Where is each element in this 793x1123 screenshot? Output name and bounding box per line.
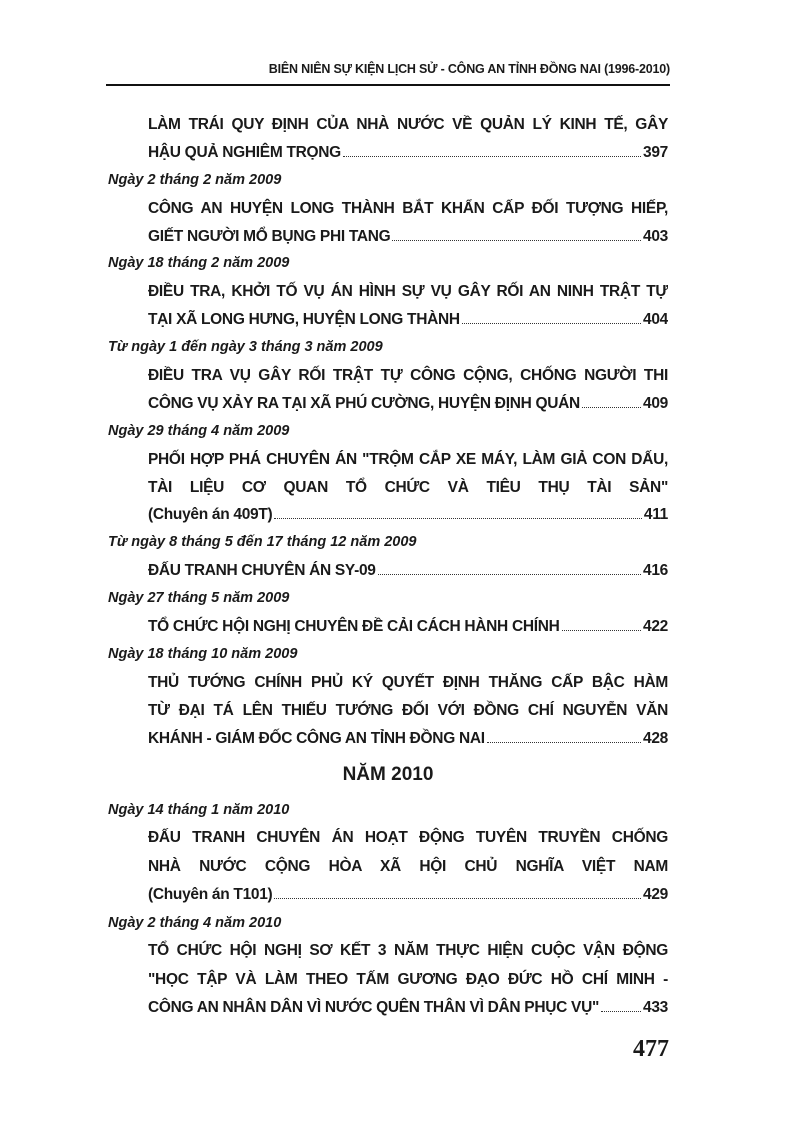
entry-title-text: (Chuyên án T101): [148, 885, 273, 903]
entry-date: Ngày 18 tháng 10 năm 2009: [108, 645, 298, 662]
entry-title-text: CÔNG AN NHÂN DÂN VÌ NƯỚC QUÊN THÂN VÌ DÂN PHỤC VỤ": [148, 999, 600, 1017]
entry-title-line: [108, 278, 668, 306]
leader-dots: [378, 573, 641, 575]
entry-title-line: [108, 937, 668, 965]
entry-date: Từ ngày 8 tháng 5 đến 17 tháng 12 năm 2009: [108, 534, 417, 551]
entry-title-text: GIẾT NGƯỜI MỔ BỤNG PHI TANG: [148, 227, 391, 245]
entry-title-line: [108, 474, 668, 502]
leader-dots: [601, 1010, 641, 1012]
entry-page-number: 416: [643, 562, 668, 580]
entry-title-line: [108, 669, 668, 697]
year-heading: NĂM 2010: [342, 764, 434, 785]
leader-dots: [462, 322, 641, 324]
entry-title-text: CÔNG AN HUYỆN LONG THÀNH BẮT KHẨN CẤP ĐỐI TƯỢNG HIẾP,: [148, 199, 668, 217]
entry-date: Ngày 29 tháng 4 năm 2009: [108, 422, 290, 439]
entry-date: Từ ngày 1 đến ngày 3 tháng 3 năm 2009: [108, 339, 383, 356]
entry-title-line: [108, 966, 668, 994]
entry-date: Ngày 14 tháng 1 năm 2010: [108, 802, 290, 818]
entry-title-line: [108, 195, 668, 223]
toc-entry-link[interactable]: [108, 725, 668, 753]
leader-dots: [274, 897, 641, 899]
header-rule: [106, 84, 670, 86]
entry-title-text: ĐIỀU TRA, KHỞI TỐ VỤ ÁN HÌNH SỰ VỤ GÂY RỐI AN NINH TRẬT TỰ: [148, 283, 668, 301]
entry-page-number: 433: [643, 999, 668, 1017]
entry-title-text: "HỌC TẬP VÀ LÀM THEO TẤM GƯƠNG ĐẠO ĐỨC HỒ CHÍ MINH -: [148, 970, 668, 988]
entry-page-number: 404: [643, 311, 668, 329]
toc-entry-link[interactable]: [108, 881, 668, 909]
entry-title-text: HẬU QUẢ NGHIÊM TRỌNG: [148, 143, 341, 161]
entry-title-line: [108, 853, 668, 881]
toc-entry-link[interactable]: [108, 501, 668, 529]
entry-title-text: ĐẤU TRANH CHUYÊN ÁN SY-09: [148, 562, 376, 580]
leader-dots: [343, 155, 641, 157]
toc-entry-link[interactable]: [108, 994, 668, 1022]
entry-page-number: 411: [643, 506, 668, 524]
entry-page-number: 397: [643, 143, 668, 161]
entry-title-text: ĐIỀU TRA VỤ GÂY RỐI TRẬT TỰ CÔNG CỘNG, CHỐNG NGƯỜI THI: [148, 367, 668, 385]
toc-entry-link[interactable]: [108, 223, 668, 251]
leader-dots: [487, 741, 641, 743]
entry-title-line: [108, 446, 668, 474]
leader-dots: [274, 517, 641, 519]
entry-page-number: 409: [643, 394, 668, 412]
leader-dots: [582, 406, 641, 408]
leader-dots: [392, 239, 641, 241]
entry-date: Ngày 2 tháng 2 năm 2009: [108, 171, 282, 188]
entry-page-number: 422: [643, 618, 668, 636]
toc-entry-link[interactable]: [108, 613, 668, 641]
entry-title-line: [108, 362, 668, 390]
entry-title-line: [108, 111, 668, 139]
toc-entry-link[interactable]: [108, 390, 668, 418]
entry-title-text: (Chuyên án 409T): [148, 506, 273, 524]
entry-title-text: THỦ TƯỚNG CHÍNH PHỦ KÝ QUYẾT ĐỊNH THĂNG CẤP BẬC HÀM: [148, 673, 668, 691]
entry-title-text: TỔ CHỨC HỘI NGHỊ CHUYÊN ĐỀ CẢI CÁCH HÀNH CHÍNH: [148, 618, 560, 636]
entry-title-text: TỔ CHỨC HỘI NGHỊ SƠ KẾT 3 NĂM THỰC HIỆN CUỘC VẬN ĐỘNG: [148, 942, 668, 960]
entry-date: Ngày 18 tháng 2 năm 2009: [108, 255, 290, 272]
entry-title-text: TÀI LIỆU CƠ QUAN TỔ CHỨC VÀ TIÊU THỤ TÀI SẢN": [148, 478, 668, 496]
toc-list-2010: [108, 796, 668, 1022]
toc-entry-link[interactable]: [108, 306, 668, 334]
entry-date: Ngày 2 tháng 4 năm 2010: [108, 915, 282, 932]
entry-title-text: CÔNG VỤ XẢY RA TẠI XÃ PHÚ CƯỜNG, HUYỆN ĐỊNH QUÁN: [148, 394, 580, 412]
entry-title-text: KHÁNH - GIÁM ĐỐC CÔNG AN TỈNH ĐỒNG NAI: [148, 729, 485, 747]
toc-list-2009: [108, 111, 668, 752]
entry-page-number: 403: [643, 227, 668, 245]
leader-dots: [562, 629, 641, 631]
entry-title-line: [108, 697, 668, 725]
toc-entry-link[interactable]: [108, 557, 668, 585]
entry-title-text: LÀM TRÁI QUY ĐỊNH CỦA NHÀ NƯỚC VỀ QUẢN LÝ KINH TẾ, GÂY: [148, 116, 668, 133]
entry-title-line: [108, 824, 668, 852]
running-header: BIÊN NIÊN SỰ KIỆN LỊCH SỬ - CÔNG AN TỈNH ĐỒNG NAI (1996-2010): [268, 62, 670, 76]
toc-entry-link[interactable]: [108, 139, 668, 167]
entry-page-number: 428: [643, 729, 668, 747]
entry-title-text: ĐẤU TRANH CHUYÊN ÁN HOẠT ĐỘNG TUYÊN TRUYỀN CHỐNG: [148, 829, 668, 847]
entry-page-number: 429: [643, 885, 668, 903]
entry-date: Ngày 27 tháng 5 năm 2009: [108, 590, 290, 607]
entry-title-text: TẠI XÃ LONG HƯNG, HUYỆN LONG THÀNH: [148, 311, 460, 329]
page-number: 477: [633, 1036, 669, 1062]
entry-title-text: TỪ ĐẠI TÁ LÊN THIẾU TƯỚNG ĐỐI VỚI ĐỒNG CHÍ NGUYỄN VĂN: [148, 701, 668, 719]
entry-title-text: PHỐI HỢP PHÁ CHUYÊN ÁN "TRỘM CẮP XE MÁY, LÀM GIẢ CON DẤU,: [148, 450, 668, 468]
entry-title-text: NHÀ NƯỚC CỘNG HÒA XÃ HỘI CHỦ NGHĨA VIỆT NAM: [148, 857, 668, 875]
